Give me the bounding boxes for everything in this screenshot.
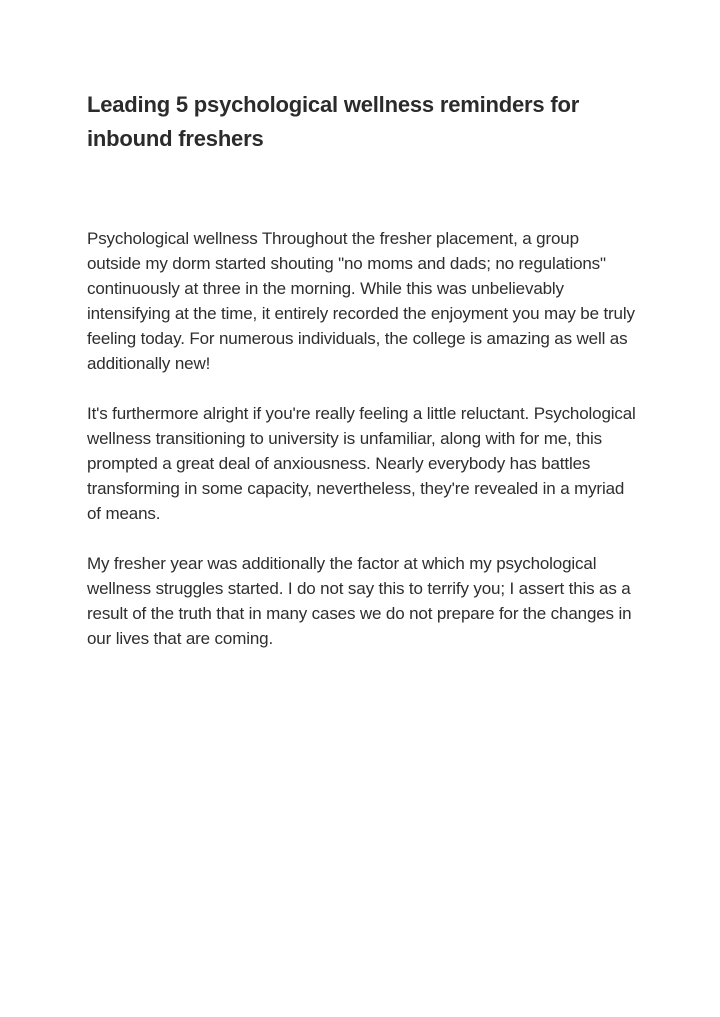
document-title: Leading 5 psychological wellness reminders for inbound freshers (87, 92, 580, 151)
document-content (87, 88, 637, 676)
document-body (87, 226, 637, 651)
body-paragraph-3: My fresher year was additionally the factor at which my psychological wellness struggles started. I do not say this to terrify you; I assert this as a result of the truth that in many cases we do not prepare for the changes in our lives that are coming. (87, 554, 632, 648)
body-paragraph-1: Psychological wellness Throughout the fresher placement, a group outside my dorm started shouting "no moms and dads; no regulations" continuously at three in the morning. While this was unbelievably intensifying at the time, it entirely recorded the enjoyment you may be truly feeling today. For numerous individuals, the college is amazing as well as additionally new! (87, 229, 635, 373)
body-paragraph-2: It's furthermore alright if you're really feeling a little reluctant. Psychological wellness transitioning to university is unfamiliar, along with for me, this prompted a great deal of anxiousness. Nearly everybody has battles transforming in some capacity, nevertheless, they're revealed in a myriad of means. (87, 404, 636, 523)
